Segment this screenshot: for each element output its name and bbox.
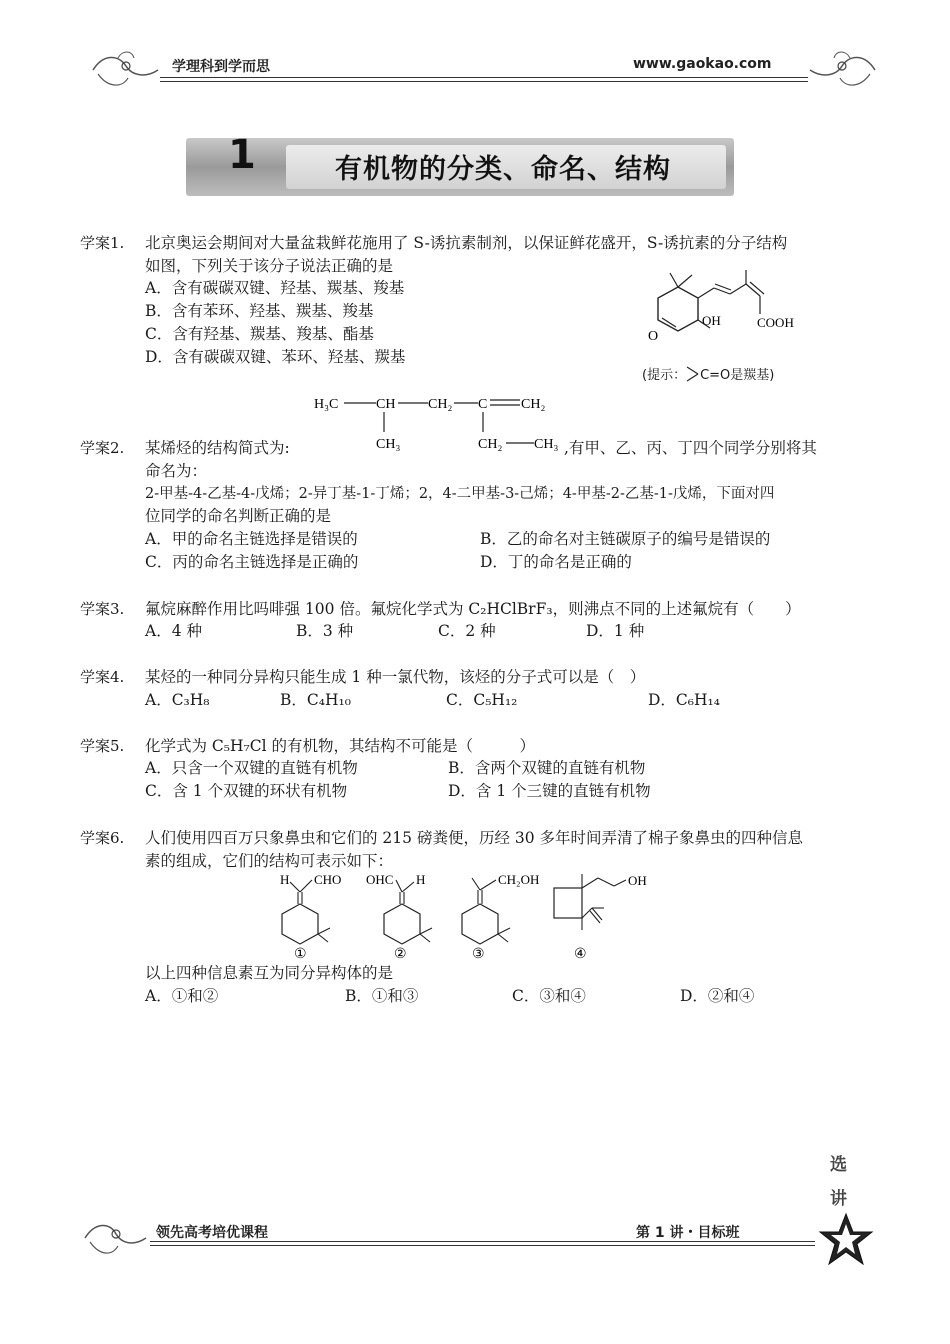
q2-stem-line3: 2-甲基-4-乙基-4-戊烯；2-异丁基-1-丁烯；2，4-二甲基-3-己烯；4-甲基-2-乙基-1-戊烯，下面对四 bbox=[145, 486, 775, 502]
q5-option-b: B．含两个双键的直链有机物 bbox=[448, 759, 646, 777]
header-ornament-left bbox=[88, 44, 163, 96]
q3-option-c: C．2 种 bbox=[438, 622, 496, 640]
q1-option-b: B．含有苯环、羟基、羰基、羧基 bbox=[145, 302, 374, 320]
q1-option-a: A．含有碳碳双键、羟基、羰基、羧基 bbox=[145, 279, 405, 297]
footer-ornament-left bbox=[80, 1212, 150, 1262]
lecture-number: 1 bbox=[228, 132, 256, 178]
q2-s-ch2c: CH₂ bbox=[478, 437, 503, 452]
q2-s-ch2a: CH₂ bbox=[428, 397, 453, 412]
page-title: 有机物的分类、命名、结构 bbox=[335, 154, 671, 185]
q2-s-ch2b: CH₂ bbox=[521, 397, 546, 412]
q2-alkene-structure bbox=[312, 390, 572, 458]
footer-right-text: 第 1 讲・目标班 bbox=[636, 1225, 740, 1241]
q1-hint-open: (提示： bbox=[642, 368, 687, 383]
q1-option-c: C．含有羟基、羰基、羧基、酯基 bbox=[145, 325, 374, 343]
q3-option-d: D．1 种 bbox=[586, 622, 645, 640]
q2-stem-line4: 位同学的命名判断正确的是 bbox=[145, 507, 332, 525]
q5-option-a: A．只含一个双键的直链有机物 bbox=[145, 759, 358, 777]
q6-s3-ch2oh: CH₂OH bbox=[498, 872, 540, 887]
q2-option-c: C．丙的命名主链选择是正确的 bbox=[145, 553, 359, 571]
q1-molecule-structure bbox=[640, 270, 810, 352]
q4-stem: 某烃的一种同分异构只能生成 1 种一氯代物，该烃的分子式可以是（ ） bbox=[145, 668, 646, 686]
q2-s-ch3: CH₃ bbox=[376, 437, 401, 452]
q6-stem-line1: 人们使用四百万只象鼻虫和它们的 215 磅粪便，历经 30 多年时间弄清了棉子象鼻虫的四种信息 bbox=[145, 829, 804, 847]
q1-struct-cooh: COOH bbox=[757, 315, 794, 330]
header-rule-thin bbox=[160, 81, 808, 82]
q4-label: 学案4. bbox=[80, 668, 125, 686]
q5-label: 学案5. bbox=[80, 737, 125, 755]
q6-option-a: A．①和② bbox=[145, 987, 219, 1005]
q2-s-h3c: H₃C bbox=[314, 397, 339, 412]
q5-option-c: C．含 1 个双键的环状有机物 bbox=[145, 782, 348, 800]
q2-stem-line2: 命名为： bbox=[145, 462, 208, 480]
q6-option-d: D．②和④ bbox=[680, 987, 755, 1005]
q6-option-b: B．①和③ bbox=[345, 987, 419, 1005]
q6-s4-oh: OH bbox=[628, 873, 647, 888]
q1-hint-close: C=O是羰基) bbox=[700, 368, 775, 383]
q1-option-d: D．含有碳碳双键、苯环、羟基、羰基 bbox=[145, 348, 406, 366]
q3-label: 学案3. bbox=[80, 600, 125, 618]
q4-option-c: C．C₅H₁₂ bbox=[446, 691, 518, 709]
q6-option-c: C．③和④ bbox=[512, 987, 586, 1005]
q3-option-a: A．4 种 bbox=[145, 622, 202, 640]
q6-stem-line2: 素的组成，它们的结构可表示如下： bbox=[145, 852, 394, 870]
q6-structures bbox=[270, 870, 670, 960]
q2-label: 学案2. bbox=[80, 439, 125, 457]
side-badge-2: 讲 bbox=[830, 1189, 847, 1209]
q4-option-b: B．C₄H₁₀ bbox=[280, 691, 351, 709]
q4-option-a: A．C₃H₈ bbox=[145, 691, 210, 709]
q6-n2: ② bbox=[394, 947, 407, 960]
header-right-text: www.gaokao.com bbox=[633, 56, 772, 72]
q2-s-ch3b: CH₃ bbox=[534, 437, 559, 452]
q3-stem-post: ，则沸点不同的上述氟烷有（ ） bbox=[552, 600, 801, 618]
q1-hint bbox=[642, 364, 774, 383]
q3-formula: C₂HClBrF₃ bbox=[468, 600, 553, 618]
q1-struct-oh: OH bbox=[702, 313, 721, 328]
q1-stem-line2: 如图，下列关于该分子说法正确的是 bbox=[145, 257, 394, 275]
q3-option-b: B．3 种 bbox=[296, 622, 354, 640]
q2-s-ch: CH bbox=[376, 397, 396, 412]
q1-struct-o: O bbox=[648, 329, 659, 344]
footer-rule bbox=[150, 1241, 815, 1242]
q6-s1-cho: CHO bbox=[314, 872, 342, 887]
q3-stem-pre: 氟烷麻醉作用比吗啡强 100 倍。氟烷化学式为 bbox=[145, 600, 469, 618]
q5-stem: 化学式为 C₅H₇Cl 的有机物，其结构不可能是（ ） bbox=[145, 737, 535, 755]
q6-s2-ohc: OHC bbox=[366, 872, 394, 887]
q6-stem-line3: 以上四种信息素互为同分异构体的是 bbox=[145, 964, 394, 982]
q6-n3: ③ bbox=[472, 947, 485, 960]
q3-stem bbox=[145, 598, 801, 621]
q6-s2-h: H bbox=[416, 872, 426, 887]
q1-label: 学案1. bbox=[80, 234, 125, 252]
q2-stem-post: ,有甲、乙、丙、丁四个同学分别将其 bbox=[564, 439, 817, 457]
q6-n1: ① bbox=[294, 947, 307, 960]
q2-option-b: B．乙的命名对主链碳原子的编号是错误的 bbox=[480, 530, 771, 548]
header-rule bbox=[160, 77, 808, 78]
header-left-text: 学理科到学而思 bbox=[172, 59, 270, 75]
q6-n4: ④ bbox=[574, 947, 587, 960]
q6-label: 学案6. bbox=[80, 829, 125, 847]
q2-s-c: C bbox=[478, 397, 488, 412]
q5-option-d: D．含 1 个三键的直链有机物 bbox=[448, 782, 651, 800]
star-emblem-icon bbox=[818, 1212, 874, 1268]
side-badge-1: 选 bbox=[830, 1155, 847, 1175]
q1-stem-line1: 北京奥运会期间对大量盆栽鲜花施用了 S-诱抗素制剂，以保证鲜花盛开，S-诱抗素的分子结构 bbox=[145, 234, 788, 252]
footer-left-text: 领先高考培优课程 bbox=[156, 1225, 268, 1241]
header-ornament-right bbox=[805, 44, 880, 96]
q2-option-a: A．甲的命名主链选择是错误的 bbox=[145, 530, 358, 548]
q2-stem-pre: 某烯烃的结构简式为: bbox=[145, 439, 290, 457]
q2-option-d: D．丁的命名是正确的 bbox=[480, 553, 632, 571]
footer-rule-thin bbox=[150, 1245, 815, 1246]
q4-option-d: D．C₆H₁₄ bbox=[648, 691, 720, 709]
q6-s1-h: H bbox=[280, 872, 290, 887]
